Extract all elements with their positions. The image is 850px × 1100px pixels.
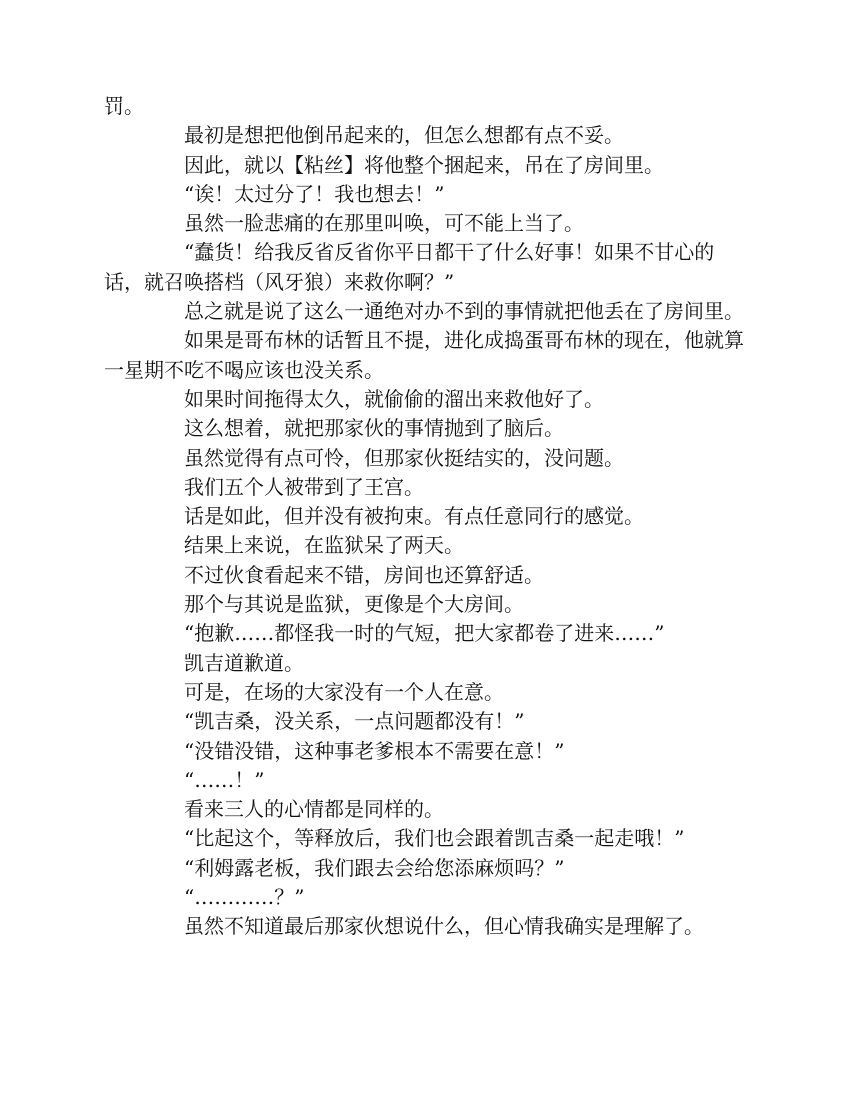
paragraph: 罚。 bbox=[104, 94, 144, 118]
paragraph: 可是，在场的大家没有一个人在意。 bbox=[184, 679, 504, 704]
paragraph: “没错没错，这种事老爹根本不需要在意！” bbox=[184, 738, 565, 763]
paragraph: 因此，就以【粘丝】将他整个捆起来，吊在了房间里。 bbox=[184, 152, 664, 177]
paragraph: 总之就是说了这么一通绝对办不到的事情就把他丢在了房间里。 bbox=[184, 299, 744, 324]
paragraph: 凯吉道歉道。 bbox=[184, 650, 304, 675]
paragraph: “蠢货！给我反省反省你平日都干了什么好事！如果不甘心的话，就召唤搭档（风牙狼）来救你啊？” bbox=[104, 240, 715, 294]
paragraph: “…………？” bbox=[184, 885, 305, 910]
paragraph: “利姆露老板，我们跟去会给您添麻烦吗？” bbox=[184, 855, 565, 880]
paragraph: “比起这个，等释放后，我们也会跟着凯吉桑一起走哦！” bbox=[184, 826, 685, 851]
paragraph: “……！” bbox=[184, 767, 265, 792]
paragraph: 虽然不知道最后那家伙想说什么，但心情我确实是理解了。 bbox=[184, 914, 704, 939]
paragraph: “抱歉……都怪我一时的气短，把大家都卷了进来……” bbox=[184, 621, 665, 646]
paragraph: 看来三人的心情都是同样的。 bbox=[184, 797, 444, 822]
paragraph: 我们五个人被带到了王宫。 bbox=[184, 474, 424, 499]
paragraph: 最初是想把他倒吊起来的，但怎么想都有点不妥。 bbox=[184, 123, 624, 148]
paragraph: “诶！太过分了！我也想去！” bbox=[184, 181, 445, 206]
paragraph: 虽然觉得有点可怜，但那家伙挺结实的，没问题。 bbox=[184, 445, 624, 470]
paragraph: “凯吉桑，没关系，一点问题都没有！” bbox=[184, 709, 525, 734]
paragraph: 不过伙食看起来不错，房间也还算舒适。 bbox=[184, 562, 544, 587]
paragraph: 如果是哥布林的话暂且不提，进化成捣蛋哥布林的现在，他就算一星期不吃不喝应该也没关系。 bbox=[104, 328, 744, 382]
paragraph: 如果时间拖得太久，就偷偷的溜出来救他好了。 bbox=[184, 386, 604, 411]
paragraph: 话是如此，但并没有被拘束。有点任意同行的感觉。 bbox=[184, 504, 644, 529]
paragraph: 这么想着，就把那家伙的事情抛到了脑后。 bbox=[184, 416, 564, 441]
paragraph: 结果上来说，在监狱呆了两天。 bbox=[184, 533, 464, 558]
body-text bbox=[104, 92, 749, 942]
paragraph: 那个与其说是监狱，更像是个大房间。 bbox=[184, 592, 524, 617]
paragraph: 虽然一脸悲痛的在那里叫唤，可不能上当了。 bbox=[184, 211, 584, 236]
